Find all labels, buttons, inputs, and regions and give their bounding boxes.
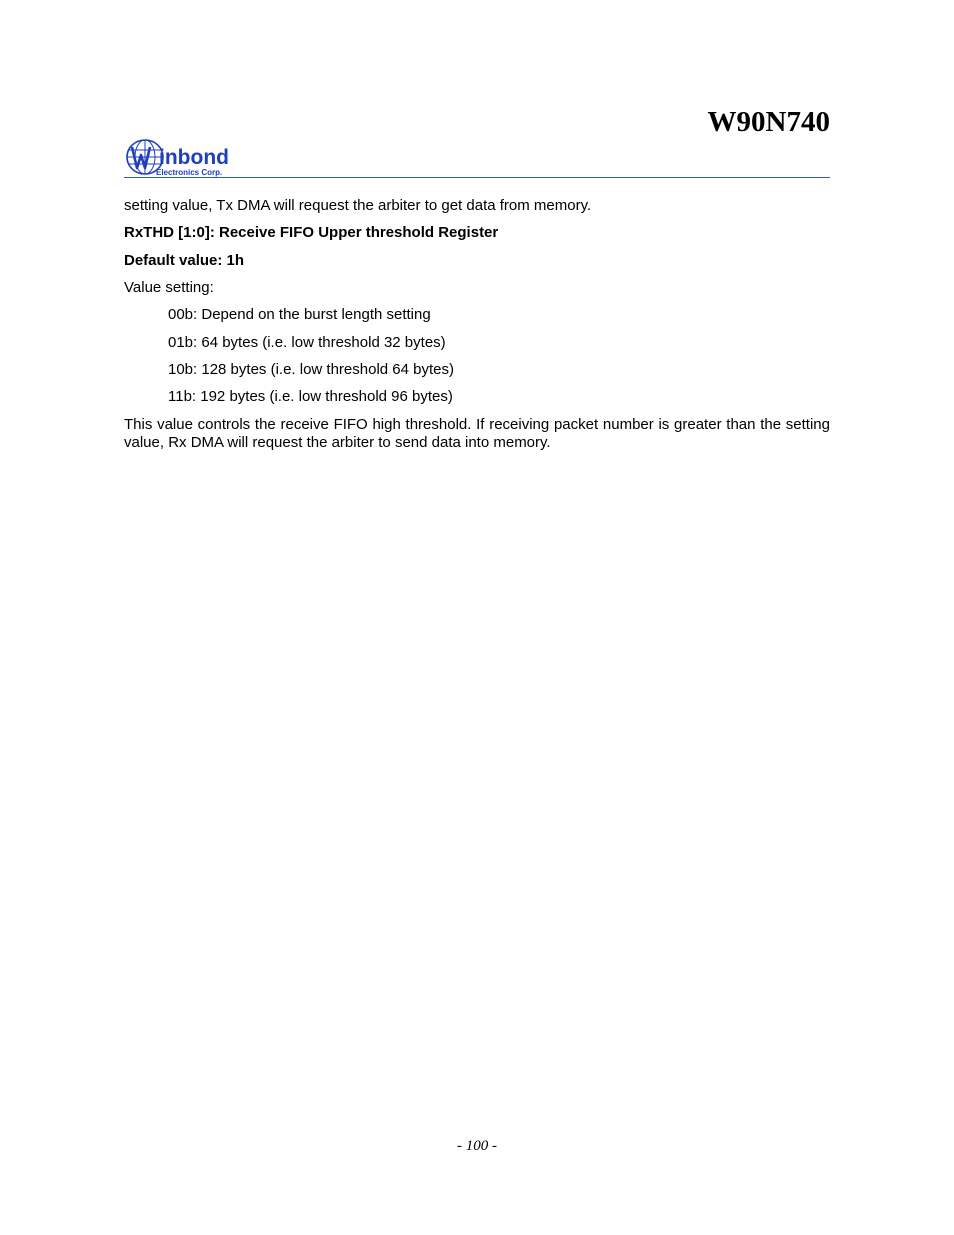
option-item: 00b: Depend on the burst length setting [168,306,431,323]
option-item: 01b: 64 bytes (i.e. low threshold 32 bytes) [168,334,446,351]
logo-wordmark: inbond [159,146,229,169]
option-item: 10b: 128 bytes (i.e. low threshold 64 bytes) [168,361,454,378]
logo-tagline: Electronics Corp. [156,168,223,177]
option-item: 11b: 192 bytes (i.e. low threshold 96 bytes) [168,388,453,405]
default-value: Default value: 1h [124,252,245,269]
register-heading: RxTHD [1:0]: Receive FIFO Upper threshold Register [124,224,499,241]
description-paragraph: This value controls the receive FIFO high threshold. If receiving packet number is greater than the setting value, Rx DMA will request the arbiter to send data into memory. [124,416,830,451]
continuation-text: setting value, Tx DMA will request the arbiter to get data from memory. [124,197,592,214]
page-number: - 100 - [457,1138,497,1154]
value-setting-label: Value setting: [124,279,214,296]
header-divider [124,177,830,178]
page-title: W90N740 [707,106,830,138]
winbond-logo [126,138,256,178]
